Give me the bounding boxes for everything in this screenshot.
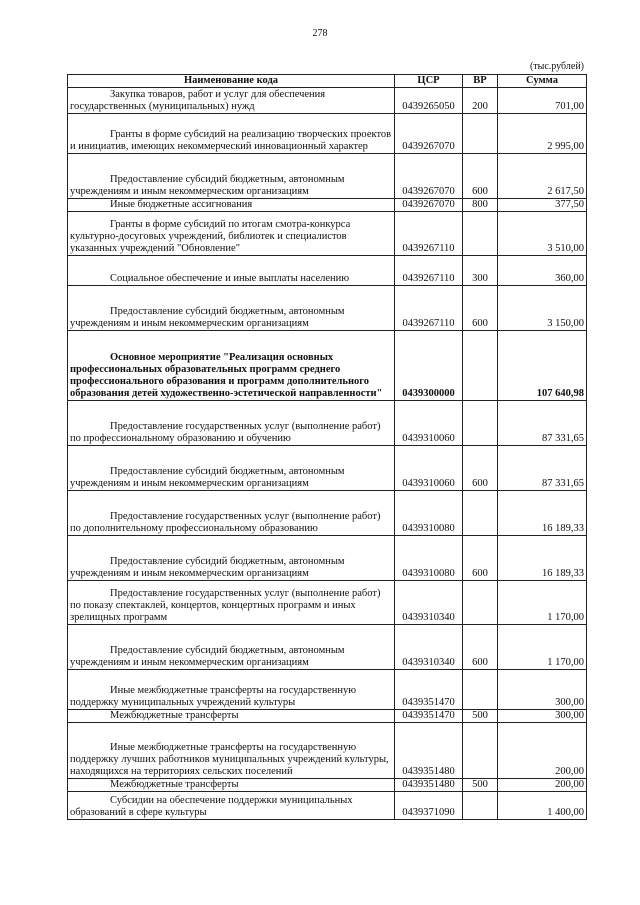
row-name-cell	[68, 114, 395, 154]
row-name-cell	[68, 256, 395, 286]
row-vr-cell: 600	[463, 154, 498, 199]
row-sum-cell: 300,00	[498, 670, 587, 710]
table-row	[68, 88, 587, 114]
row-vr-cell	[463, 401, 498, 446]
row-sum-cell: 200,00	[498, 723, 587, 779]
page-number: 278	[312, 28, 328, 39]
table-row	[68, 710, 587, 723]
row-name-text: Гранты в форме субсидий по итогам смотра-конкурса культурно-досуговых учреждений, библиотек и специалистов указанных учреждений "Обновление"	[70, 219, 351, 254]
row-sum-cell: 300,00	[498, 710, 587, 723]
table-header-row	[68, 75, 587, 88]
row-sum-cell: 2 617,50	[498, 154, 587, 199]
row-sum-cell: 3 510,00	[498, 212, 587, 256]
table-row	[68, 581, 587, 625]
row-vr-cell: 200	[463, 88, 498, 114]
row-vr-cell: 300	[463, 256, 498, 286]
table-row	[68, 446, 587, 491]
row-csr-cell: 0439267070	[395, 199, 463, 212]
row-vr-cell: 600	[463, 536, 498, 581]
row-sum-cell: 16 189,33	[498, 536, 587, 581]
table-row	[68, 212, 587, 256]
row-name-text: Иные бюджетные ассигнования	[110, 199, 253, 210]
table-row	[68, 286, 587, 331]
row-name-cell	[68, 723, 395, 779]
row-sum-cell: 1 170,00	[498, 581, 587, 625]
row-csr-cell: 0439267070	[395, 114, 463, 154]
row-name-text: Закупка товаров, работ и услуг для обеспечения государственных (муниципальных) нужд	[70, 89, 326, 112]
row-name-text: Предоставление субсидий бюджетным, автономным учреждениям и иным некоммерческим организациям	[70, 174, 345, 197]
row-name-text: Гранты в форме субсидий на реализацию творческих проектов и инициатив, имеющих некоммерческий инновационный характер	[70, 129, 392, 152]
table-row	[68, 114, 587, 154]
table-row	[68, 625, 587, 670]
row-csr-cell: 0439351480	[395, 723, 463, 779]
row-name-text: Предоставление государственных услуг (выполнение работ) по показу спектаклей, концертов, концертных программ и иных зрелищных программ	[70, 588, 381, 623]
row-sum-cell: 1 400,00	[498, 792, 587, 820]
row-csr-cell: 0439310080	[395, 491, 463, 536]
row-name-cell	[68, 779, 395, 792]
row-name-cell	[68, 286, 395, 331]
table-row	[68, 401, 587, 446]
row-sum-cell: 3 150,00	[498, 286, 587, 331]
row-vr-cell	[463, 792, 498, 820]
row-name-cell	[68, 212, 395, 256]
row-name-text: Иные межбюджетные трансферты на государственную поддержку муниципальных учреждений культуры	[70, 685, 357, 708]
budget-table	[67, 74, 587, 820]
row-name-cell	[68, 199, 395, 212]
row-vr-cell	[463, 723, 498, 779]
table-row	[68, 256, 587, 286]
row-name-cell	[68, 331, 395, 401]
row-vr-cell	[463, 581, 498, 625]
row-name-cell	[68, 401, 395, 446]
row-name-cell	[68, 446, 395, 491]
row-csr-cell: 0439310060	[395, 446, 463, 491]
row-name-text: Предоставление государственных услуг (выполнение работ) по профессиональному образованию и обучению	[70, 421, 381, 444]
row-sum-cell: 1 170,00	[498, 625, 587, 670]
row-csr-cell: 0439300000	[395, 331, 463, 401]
table-row	[68, 536, 587, 581]
row-sum-cell: 2 995,00	[498, 114, 587, 154]
row-vr-cell	[463, 670, 498, 710]
row-csr-cell: 0439310060	[395, 401, 463, 446]
row-name-text: Основное мероприятие "Реализация основных профессиональных образовательных программ среднего профессионального образования и программ дополнительного образования детей художественно-эстетической направленности"	[70, 352, 383, 399]
header-sum: Сумма	[498, 75, 587, 88]
row-sum-cell: 200,00	[498, 779, 587, 792]
row-csr-cell: 0439265050	[395, 88, 463, 114]
row-csr-cell: 0439310340	[395, 625, 463, 670]
row-vr-cell	[463, 491, 498, 536]
row-name-text: Межбюджетные трансферты	[110, 710, 239, 721]
row-name-text: Социальное обеспечение и иные выплаты населению	[110, 273, 350, 284]
row-sum-cell: 107 640,98	[498, 331, 587, 401]
row-name-cell	[68, 491, 395, 536]
row-vr-cell: 600	[463, 446, 498, 491]
row-csr-cell: 0439351470	[395, 670, 463, 710]
row-name-cell	[68, 536, 395, 581]
row-name-cell	[68, 88, 395, 114]
row-name-text: Предоставление субсидий бюджетным, автономным учреждениям и иным некоммерческим организациям	[70, 556, 345, 579]
unit-note: (тыс.рублей)	[529, 61, 584, 72]
header-vr: ВР	[463, 75, 498, 88]
row-csr-cell: 0439351480	[395, 779, 463, 792]
row-name-cell	[68, 792, 395, 820]
row-vr-cell: 500	[463, 710, 498, 723]
row-vr-cell	[463, 114, 498, 154]
row-vr-cell: 600	[463, 625, 498, 670]
header-csr: ЦСР	[395, 75, 463, 88]
row-name-text: Субсидии на обеспечение поддержки муниципальных образований в сфере культуры	[70, 795, 353, 818]
row-name-text: Предоставление субсидий бюджетным, автономным учреждениям и иным некоммерческим организациям	[70, 466, 345, 489]
table-row	[68, 792, 587, 820]
row-name-cell	[68, 670, 395, 710]
header-name: Наименование кода	[68, 75, 395, 88]
row-name-cell	[68, 625, 395, 670]
row-vr-cell: 600	[463, 286, 498, 331]
table-row	[68, 154, 587, 199]
table-row	[68, 670, 587, 710]
row-sum-cell: 360,00	[498, 256, 587, 286]
row-csr-cell: 0439371090	[395, 792, 463, 820]
row-vr-cell	[463, 331, 498, 401]
row-sum-cell: 701,00	[498, 88, 587, 114]
row-name-text: Межбюджетные трансферты	[110, 779, 239, 790]
table-row	[68, 199, 587, 212]
row-vr-cell	[463, 212, 498, 256]
row-name-cell	[68, 710, 395, 723]
row-name-text: Предоставление государственных услуг (выполнение работ) по дополнительному профессиональному образованию	[70, 511, 381, 534]
row-csr-cell: 0439310340	[395, 581, 463, 625]
row-name-text: Предоставление субсидий бюджетным, автономным учреждениям и иным некоммерческим организациям	[70, 306, 345, 329]
row-csr-cell: 0439267070	[395, 154, 463, 199]
table-row	[68, 779, 587, 792]
row-name-text: Предоставление субсидий бюджетным, автономным учреждениям и иным некоммерческим организациям	[70, 645, 345, 668]
row-csr-cell: 0439267110	[395, 256, 463, 286]
row-csr-cell: 0439310080	[395, 536, 463, 581]
row-csr-cell: 0439267110	[395, 212, 463, 256]
row-vr-cell: 500	[463, 779, 498, 792]
row-csr-cell: 0439267110	[395, 286, 463, 331]
row-name-cell	[68, 581, 395, 625]
row-sum-cell: 87 331,65	[498, 401, 587, 446]
row-sum-cell: 377,50	[498, 199, 587, 212]
table-row	[68, 723, 587, 779]
row-vr-cell: 800	[463, 199, 498, 212]
table-row	[68, 491, 587, 536]
row-sum-cell: 87 331,65	[498, 446, 587, 491]
row-sum-cell: 16 189,33	[498, 491, 587, 536]
table-row	[68, 331, 587, 401]
row-name-cell	[68, 154, 395, 199]
row-name-text: Иные межбюджетные трансферты на государственную поддержку лучших работников муниципальных учреждений культуры, находящихся на территориях сельских поселений	[70, 742, 389, 777]
row-csr-cell: 0439351470	[395, 710, 463, 723]
